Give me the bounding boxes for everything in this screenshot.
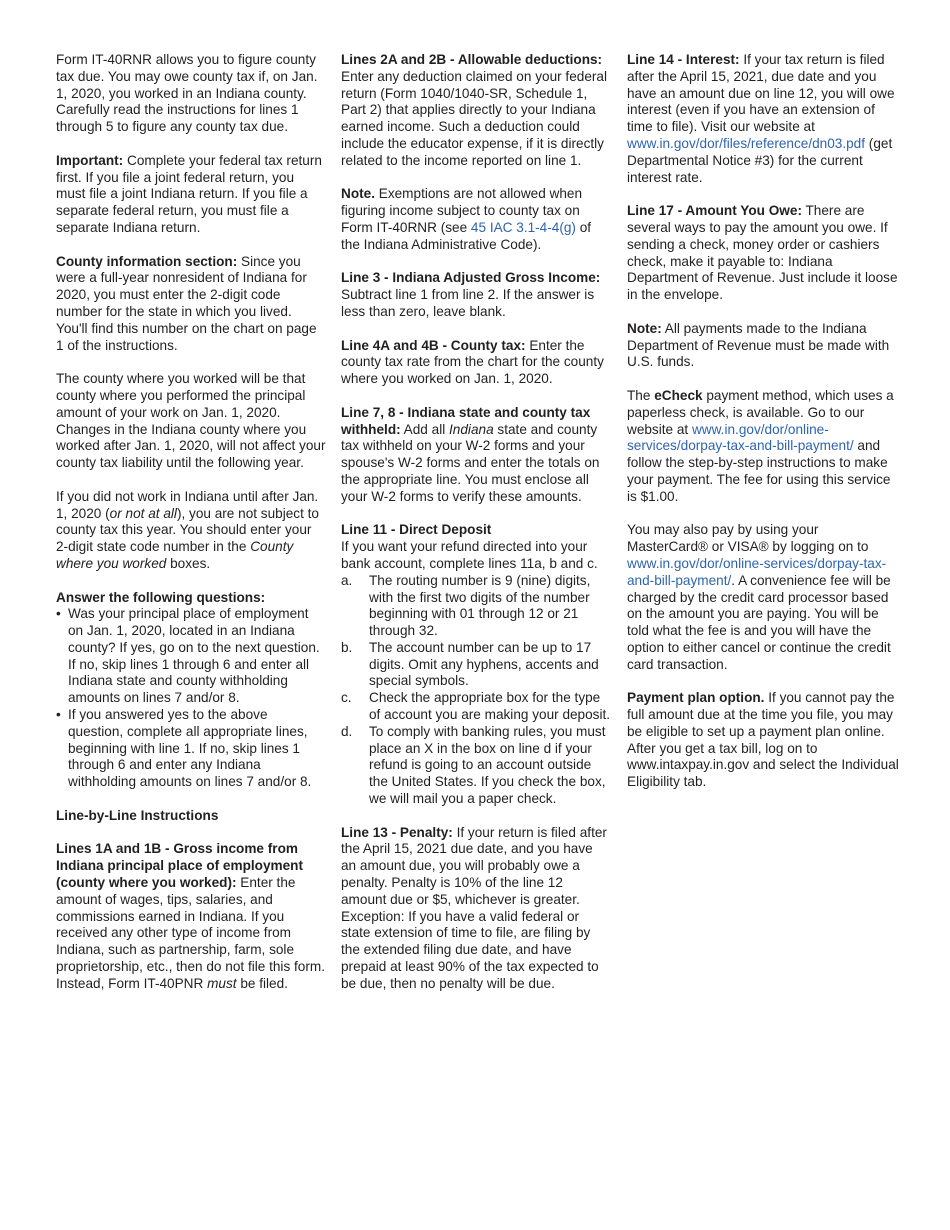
county-worked-paragraph: The county where you worked will be that county where you performed the principal amount of your work on Jan. 1, 2020. Changes in the Indiana county where you worked after Jan. 1, 2020, will not affect your county tax liability until the following year. xyxy=(56,371,326,471)
line-7-8-paragraph: Line 7, 8 - Indiana state and county tax withheld: Add all Indiana state and county tax withheld on your W-2 forms and your spouse's W-2 forms and enter the totals on the appropriate line. You must enclose all your W-2 forms to verify these amounts. xyxy=(341,404,600,504)
line-4-heading: Line 4A and 4B - County tax: xyxy=(341,337,526,353)
line-13-paragraph: Line 13 - Penalty: If your return is filed after the April 15, 2021 due date, and you have an amount due, you will probably owe a penalty. Penalty is 10% of the line 12 amount due or $5, whichever is greater. Exception: If you have a valid federal or state extension of time to file, are filing by the extended filing due date, and have prepaid at least 90% of the tax expected to be due, then no penalty will be due. xyxy=(341,824,607,991)
intro-paragraph: Form IT-40RNR allows you to figure county tax due. You may owe county tax if, on Jan. 1, 2020, you worked in an Indiana county. Carefully read the instructions for lines 1 through 5 to figure any county tax due. xyxy=(56,52,318,135)
note-heading: Note. xyxy=(341,186,375,202)
echeck-link[interactable]: www.in.gov/dor/online-services/dorpay-tax-and-bill-payment/ xyxy=(627,421,854,454)
list-item: • If you answered yes to the above question, complete all appropriate lines, beginning with line 1. If no, skip lines 1 through 6 and enter any Indiana withholding amounts on lines 7 and/or 8. xyxy=(56,707,326,791)
note-heading: Note: xyxy=(627,320,662,336)
column-3 xyxy=(627,52,899,808)
line-2-heading: Lines 2A and 2B - Allowable deductions: xyxy=(341,52,603,67)
line-7-8-heading: Line 7, 8 - Indiana state and county tax withheld: xyxy=(341,404,591,437)
county-info-paragraph: County information section: Since you were a full-year nonresident of Indiana for 2020, you must enter the 2-digit code number for the state in which you lived. You'll find this number on the chart on page 1 of the instructions. xyxy=(56,253,317,353)
line-11-heading: Line 11 - Direct Deposit xyxy=(341,522,492,538)
line-2-paragraph: Lines 2A and 2B - Allowable deductions: Enter any deduction claimed on your federal return (Form 1040/1040-SR, Schedule 1, Part 2) that applies directly to your Indiana earned income. Such a deduction could include the educator expense, if it is directly related to the income reported on line 1. xyxy=(341,52,607,168)
line-14-paragraph: Line 14 - Interest: If your tax return is filed after the April 15, 2021, due date and you have an amount due on line 12, you will owe interest (even if you have an extension of time to file). Visit our website at www.in.gov/dor/files/reference/dn03.pdf (get Departmental Notice #3) for the current interest rate. xyxy=(627,52,895,185)
line-1-paragraph: Lines 1A and 1B - Gross income from Indiana principal place of employment (county where you worked): Enter the amount of wages, tips, salaries, and commissions earned in Indiana. If you received any other type of income from Indiana, such as partnership, farm, sole proprietorship, etc., then do not file this form. Instead, Form IT-40PNR must be filed. xyxy=(56,841,325,991)
column-1 xyxy=(56,52,326,1009)
line-3-heading: Line 3 - Indiana Adjusted Gross Income: xyxy=(341,270,601,286)
list-item: a. The routing number is 9 (nine) digits, with the first two digits of the number beginning with 01 through 12 or 21 through 32. xyxy=(341,572,591,639)
not-worked-paragraph: If you did not work in Indiana until after Jan. 1, 2020 (or not at all), you are not subject to county tax this year. You should enter your 2-digit state code number in the County where you worked boxes. xyxy=(56,488,319,571)
column-2 xyxy=(341,52,611,1009)
payment-plan-heading: Payment plan option. xyxy=(627,690,765,706)
line-17-heading: Line 17 - Amount You Owe: xyxy=(627,203,802,219)
payment-plan-paragraph: Payment plan option. If you cannot pay the full amount due at the time you file, you may be eligible to set up a payment plan online. After you get a tax bill, log on to www.intaxpay.in.gov and select the Individual Eligibility tab. xyxy=(627,690,899,790)
credit-card-link[interactable]: www.in.gov/dor/online-services/dorpay-tax-and-bill-payment/ xyxy=(627,555,887,588)
line-4-paragraph: Line 4A and 4B - County tax: Enter the county tax rate from the chart for the county where you worked on Jan. 1, 2020. xyxy=(341,337,604,387)
county-info-heading: County information section: xyxy=(56,253,238,269)
credit-card-paragraph: You may also pay by using your MasterCard® or VISA® by logging on to www.in.gov/dor/online-services/dorpay-tax-and-bill-payment/. A convenience fee will be charged by the credit card processor based on the amount you are paying. You will be told what the fee is and you will have the option to either cancel or continue the credit card transaction. xyxy=(627,522,891,672)
note-paragraph: Note. Exemptions are not allowed when figuring income subject to county tax on Form IT-40RNR (see 45 IAC 3.1-4-4(g) of the Indiana Administrative Code). xyxy=(341,186,592,252)
questions-list xyxy=(56,606,326,791)
line-11-body: If you want your refund directed into your bank account, complete lines 11a, b and c. xyxy=(341,539,598,571)
line-by-line-heading: Line-by-Line Instructions xyxy=(56,807,219,823)
line-3-paragraph: Line 3 - Indiana Adjusted Gross Income: Subtract line 1 from line 2. If the answer is less than zero, leave blank. xyxy=(341,270,601,319)
echeck-paragraph: The eCheck payment method, which uses a paperless check, is available. Go to our website at www.in.gov/dor/online-services/dorpay-tax-and-bill-payment/ and follow the step-by-step instructions to make your payment. The fee for using this service is $1.00. xyxy=(627,387,894,504)
important-heading: Important: xyxy=(56,152,124,168)
line-17-paragraph: Line 17 - Amount You Owe: There are several ways to pay the amount you owe. If sending a check, money order or cashiers check, make it payable to: Indiana Department of Revenue. Just include it loose in the envelope. xyxy=(627,203,898,303)
line-13-heading: Line 13 - Penalty: xyxy=(341,824,453,840)
list-item: • Was your principal place of employment on Jan. 1, 2020, located in an Indiana county? If yes, go on to the next question. If no, skip lines 1 through 6 and enter all Indiana state and county withholding amounts on lines 7 and/or 8. xyxy=(56,606,326,707)
note-paragraph: Note: All payments made to the Indiana Department of Revenue must be made with U.S. funds. xyxy=(627,320,890,370)
questions-heading: Answer the following questions: xyxy=(56,589,266,605)
important-paragraph: Important: Complete your federal tax return first. If you file a joint federal return, you must file a joint Indiana return. If you file a separate federal return, you must file a separate Indiana return. xyxy=(56,152,322,235)
direct-deposit-list xyxy=(341,573,611,808)
list-item: d. To comply with banking rules, you must place an X in the box on line d if your refund is going to an account outside the United States. If you check the box, we will mail you a paper check. xyxy=(341,723,606,807)
line-1-heading: Lines 1A and 1B - Gross income from Indiana principal place of employment (county where you worked): xyxy=(56,841,304,891)
list-item: c. Check the appropriate box for the type of account you are making your deposit. xyxy=(341,690,611,723)
list-item: b. The account number can be up to 17 digits. Omit any hyphens, accents and special symbols. xyxy=(341,639,599,689)
iac-link[interactable]: 45 IAC 3.1-4-4(g) xyxy=(470,219,576,235)
line-14-heading: Line 14 - Interest: xyxy=(627,52,740,67)
interest-rate-link[interactable]: www.in.gov/dor/files/reference/dn03.pdf xyxy=(627,135,866,151)
